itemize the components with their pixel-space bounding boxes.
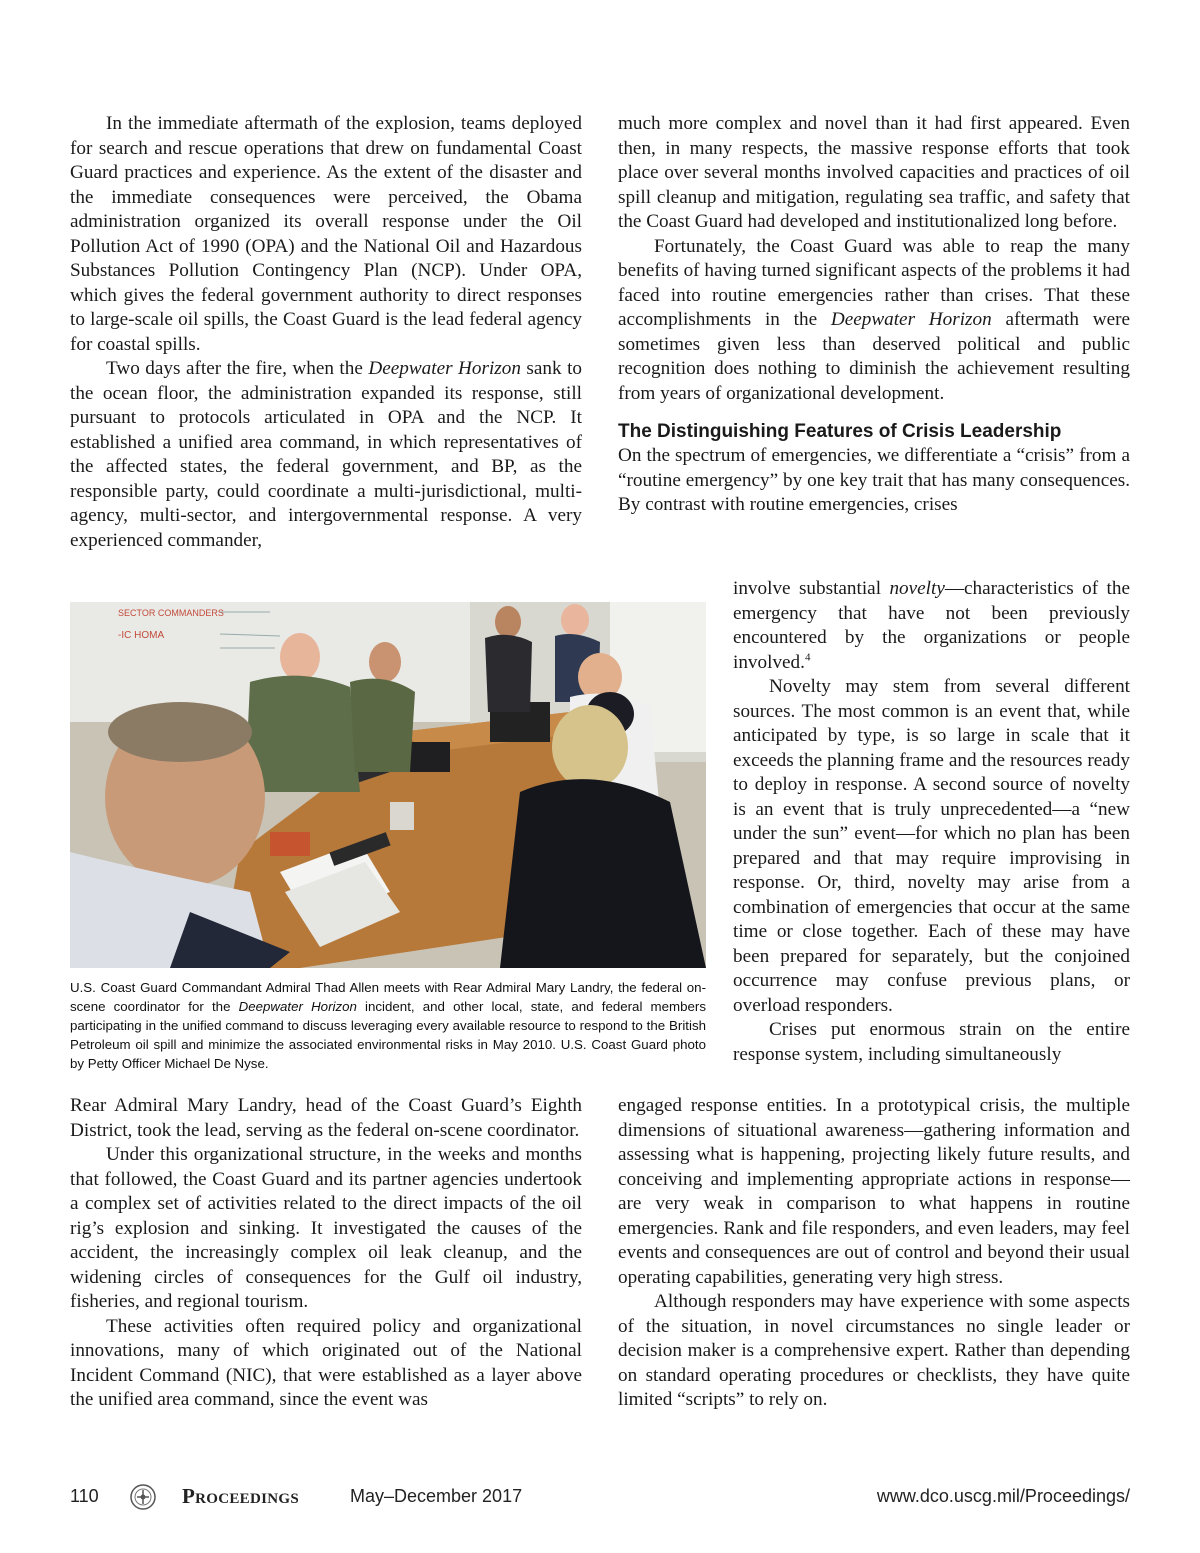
whiteboard-text: SECTOR COMMANDERS: [118, 608, 224, 618]
paragraph: In the immediate aftermath of the explosion, teams deployed for search and rescue operations that drew on fundamental Coast Guard practices and experience. As the extent of the disaster and the immediate consequences were perceived, the Obama administration organized its overall response under the Oil Pollution Act of 1990 (OPA) and the National Oil and Hazardous Substances Pollution Contingency Plan (NCP). Under OPA, which gives the federal government authority to direct responses to large-scale oil spills, the Coast Guard is the lead federal agency for coastal spills.: [70, 113, 582, 355]
whiteboard-text: -IC HOMA: [118, 630, 165, 641]
right-column-middle: [733, 577, 1130, 1067]
right-column-bottom: [618, 1094, 1130, 1413]
paragraph: engaged response entities. In a prototypical crisis, the multiple dimensions of situational awareness—gathering information and assessing what is happening, projecting likely future results, and conceiving and implementing appropriate actions in response—are very weak in comparison to what happens in routine emergencies. Rank and file responders, and even leaders, may feel events and consequences are out of control and beyond their usual operating capabilities, generating very high stress.: [618, 1095, 1130, 1288]
journal-name: Proceedings: [182, 1484, 299, 1508]
left-column-bottom: [70, 1094, 582, 1413]
photo-unified-command-meeting: [70, 602, 706, 968]
page-number: 110: [70, 1486, 99, 1506]
paragraph: On the spectrum of emergencies, we differentiate a “crisis” from a “routine emergency” by one key trait that has many consequences. By contrast with routine emergencies, crises: [618, 445, 1130, 515]
paragraph: Under this organizational structure, in the weeks and months that followed, the Coast Guard and its partner agencies undertook a complex set of activities related to the direct impacts of the oil rig’s explosion and sinking. It investigated the causes of the accident, the increasingly complex oil leak cleanup, and the widening circles of consequences for the Gulf oil industry, fisheries, and regional tourism.: [70, 1144, 582, 1312]
issue-date: May–December 2017: [350, 1486, 523, 1506]
paragraph: Fortunately, the Coast Guard was able to reap the many benefits of having turned significant aspects of the problems it had faced into routine emergencies rather than crises. That these accomplishments in the Deepwater Horizon aftermath were sometimes given less than deserved political and public recognition does nothing to diminish the achievement resulting from years of organizational development.: [618, 235, 1130, 404]
left-column-top: [70, 112, 582, 553]
paragraph: Although responders may have experience with some aspects of the situation, in novel circumstances no single leader or decision maker is a comprehensive expert. Rather than depending on standard operating procedures or checklists, they have quite limited “scripts” to rely on.: [618, 1291, 1130, 1410]
website-link[interactable]: www.dco.uscg.mil/Proceedings/: [876, 1486, 1130, 1506]
paragraph: Rear Admiral Mary Landry, head of the Coast Guard’s Eighth District, took the lead, serving as the federal on-scene coordinator.: [70, 1095, 582, 1141]
paragraph: Two days after the fire, when the Deepwater Horizon sank to the ocean floor, the administration expanded its response, still pursuant to protocols articulated in OPA and the NCP. It established a unified area command, in which representatives of the affected states, the federal government, and BP, as the responsible party, could coordinate a multi-jurisdictional, multi-agency, multi-sector, and intergovernmental response. A very experienced commander,: [70, 358, 582, 551]
footnote-marker: 4: [804, 651, 811, 664]
paragraph: involve substantial novelty—characteristics of the emergency that have not been previously encountered by the organizations or people involved.$^4$: [733, 578, 1130, 673]
page-footer: [70, 1484, 1130, 1510]
coast-guard-seal-icon: [130, 1484, 156, 1510]
paragraph: Crises put enormous strain on the entire response system, including simultaneously: [733, 1019, 1130, 1065]
photo-caption: U.S. Coast Guard Commandant Admiral Thad Allen meets with Rear Admiral Mary Landry, the federal on-scene coordinator for the Deepwater Horizon incident, and other local, state, and federal members participating in the unified command to discuss leveraging every available resource to respond to the British Petroleum oil spill and minimize the associated environmental risks in May 2010. U.S. Coast Guard photo by Petty Officer Michael De Nyse.: [70, 980, 706, 1071]
paragraph: These activities often required policy and organizational innovations, many of which originated out of the National Incident Command (NIC), that were established as a layer above the unified area command, since the event was: [70, 1315, 582, 1410]
section-heading: The Distinguishing Features of Crisis Leadership: [618, 421, 1062, 442]
paragraph: much more complex and novel than it had first appeared. Even then, in many respects, the massive response efforts that took place over several months involved capacities and practices of oil spill cleanup and mitigation, regulating sea traffic, and safety that the Coast Guard had developed and institutionalized long before.: [618, 113, 1130, 232]
paragraph: Novelty may stem from several different sources. The most common is an event that, while anticipated by type, is so large in scale that it exceeds the planning frame and the resources ready to deploy in response. A second source of novelty is an event that is truly unprecedented—a “new under the sun” event—for which no plan has been prepared and that may require improvising in response. Or, third, novelty may arise from a combination of emergencies that occur at the same time or close together. Each of these may have been prepared for separately, but the conjoined occurrence may confuse previous plans, or overload responders.: [733, 676, 1130, 1016]
right-column-top: [618, 112, 1130, 518]
